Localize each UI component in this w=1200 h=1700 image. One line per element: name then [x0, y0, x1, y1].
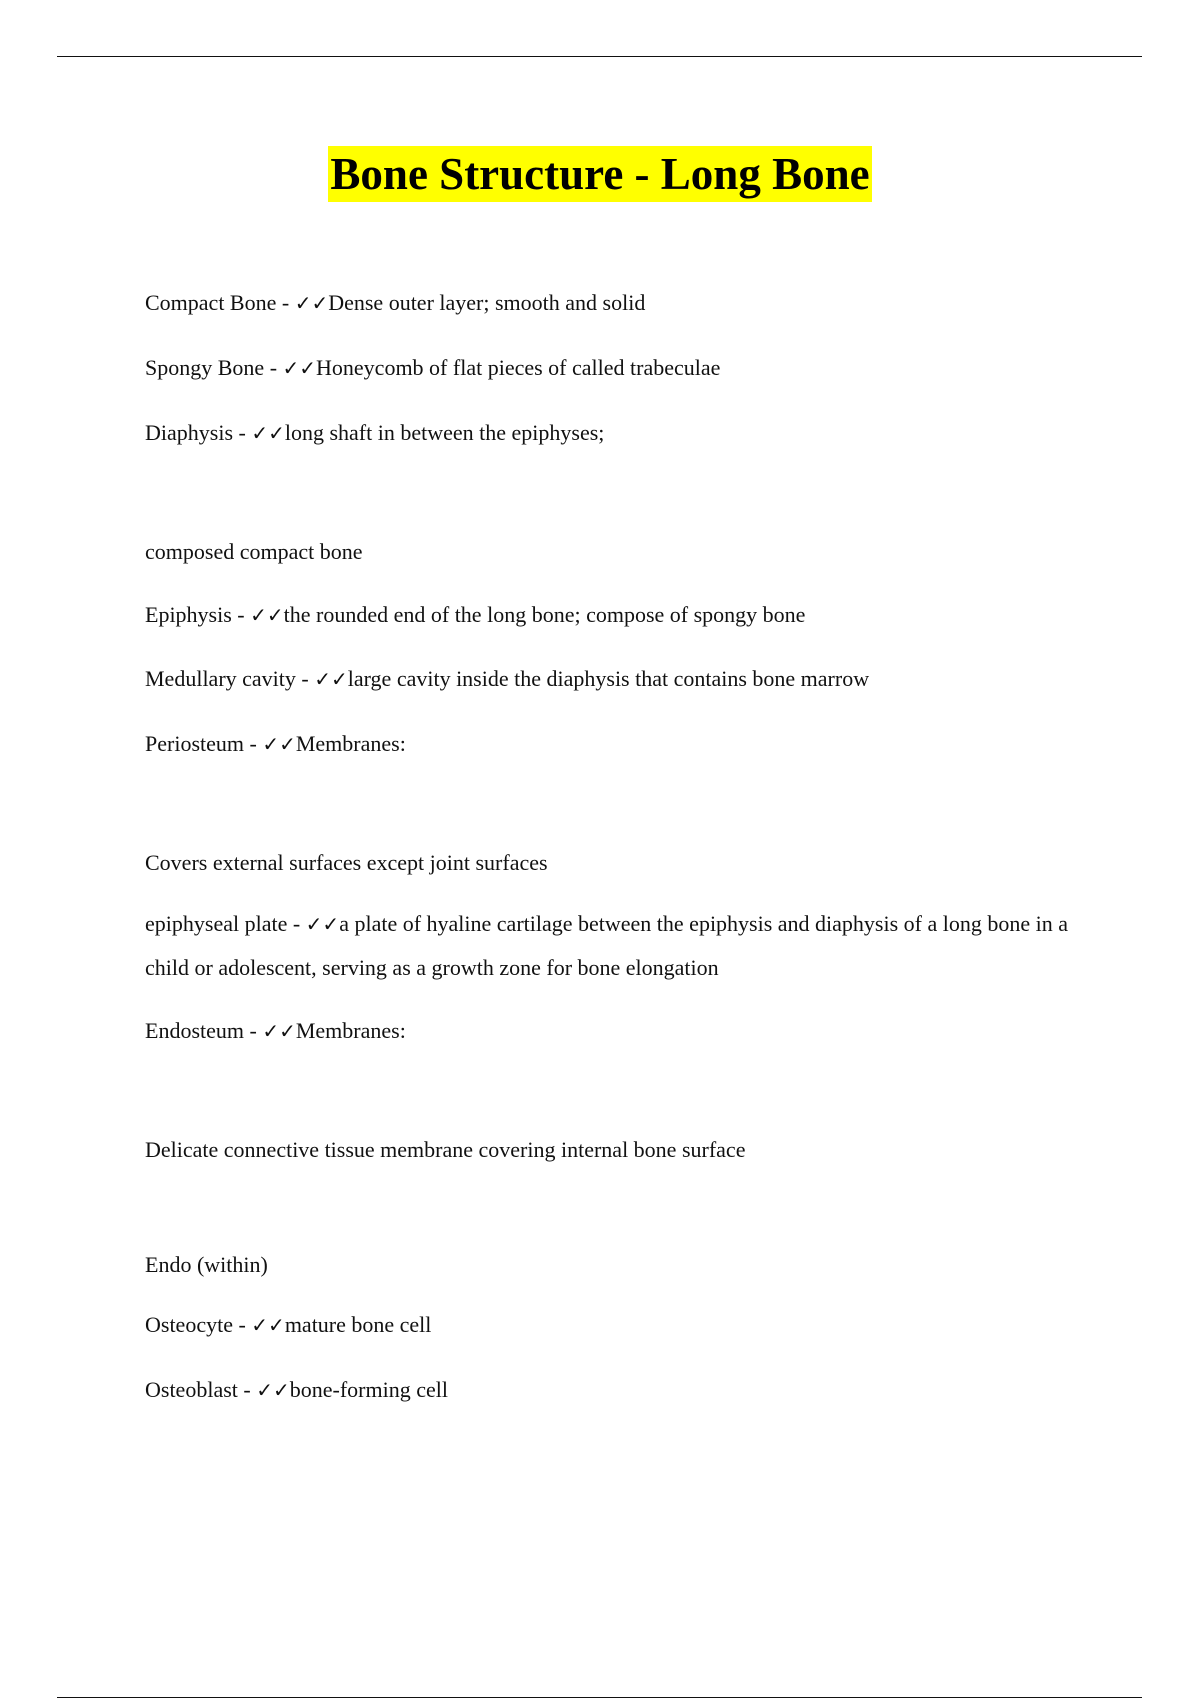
- double-check-icon: ✓✓: [294, 291, 329, 315]
- entry-term: Osteoblast: [145, 1377, 238, 1402]
- entry-term: Epiphysis: [145, 602, 232, 627]
- entry-definition: Membranes:: [295, 1018, 406, 1043]
- entry-definition: bone-forming cell: [289, 1377, 448, 1402]
- entry-definition: mature bone cell: [284, 1312, 432, 1337]
- page-title: Bone Structure - Long Bone: [328, 146, 871, 202]
- continuation-text: Endo (within): [145, 1252, 268, 1277]
- entry-definition: Dense outer layer; smooth and solid: [328, 290, 646, 315]
- entry-separator: -: [237, 1377, 257, 1402]
- double-check-icon: ✓✓: [314, 667, 348, 691]
- entry-medullary-cavity: [145, 664, 1095, 694]
- continuation-text: Delicate connective tissue membrane covering internal bone surface: [145, 1137, 746, 1162]
- entry-definition: the rounded end of the long bone; compose of spongy bone: [283, 602, 806, 627]
- entry-separator: -: [295, 666, 315, 691]
- entry-term: Compact Bone: [145, 290, 277, 315]
- entry-definition: large cavity inside the diaphysis that contains bone marrow: [347, 666, 870, 691]
- entry-definition: Membranes:: [295, 731, 406, 756]
- double-check-icon: ✓✓: [251, 421, 285, 445]
- bottom-rule: [57, 1697, 1142, 1698]
- double-check-icon: ✓✓: [305, 912, 340, 936]
- entry-separator: -: [244, 731, 263, 756]
- entry-separator: -: [287, 911, 306, 936]
- entry-term: Periosteum: [145, 731, 244, 756]
- entry-term: Medullary cavity: [145, 666, 296, 691]
- double-check-icon: ✓✓: [262, 1019, 296, 1043]
- entry-endosteum: [145, 1016, 1095, 1046]
- entry-epiphyseal-plate: [145, 902, 1095, 990]
- entry-periosteum: [145, 729, 1095, 759]
- entry-diaphysis: [145, 418, 1095, 448]
- entry-definition: Honeycomb of flat pieces of called trabeculae: [316, 355, 721, 380]
- entry-compact-bone: [145, 288, 1095, 318]
- entry-term: Endosteum: [145, 1018, 244, 1043]
- entry-spongy-bone: [145, 353, 1095, 383]
- double-check-icon: ✓✓: [251, 1313, 285, 1337]
- entry-separator: -: [244, 1018, 263, 1043]
- entry-separator: -: [276, 290, 295, 315]
- continuation-text: composed compact bone: [145, 539, 363, 564]
- entry-definition: long shaft in between the epiphyses;: [284, 420, 605, 445]
- continuation-text: Covers external surfaces except joint surfaces: [145, 850, 548, 875]
- entry-separator: -: [264, 355, 283, 380]
- entry-separator: -: [233, 420, 252, 445]
- double-check-icon: ✓✓: [262, 732, 296, 756]
- entry-definition: a plate of hyaline cartilage between the epiphysis and diaphysis of a long bone in a child or adolescent, serving as a growth zone for bone elongation: [145, 911, 1069, 980]
- double-check-icon: ✓✓: [256, 1378, 290, 1402]
- double-check-icon: ✓✓: [282, 356, 317, 380]
- entry-epiphysis: [145, 600, 1095, 630]
- entry-osteocyte: [145, 1310, 1095, 1340]
- entry-separator: -: [231, 602, 251, 627]
- entry-osteoblast: [145, 1375, 1095, 1405]
- entry-term: Osteocyte: [145, 1312, 233, 1337]
- entry-separator: -: [232, 1312, 252, 1337]
- double-check-icon: ✓✓: [250, 603, 284, 627]
- entry-term: epiphyseal plate: [145, 911, 288, 936]
- entry-term: Diaphysis: [145, 420, 233, 445]
- entry-term: Spongy Bone: [145, 355, 265, 380]
